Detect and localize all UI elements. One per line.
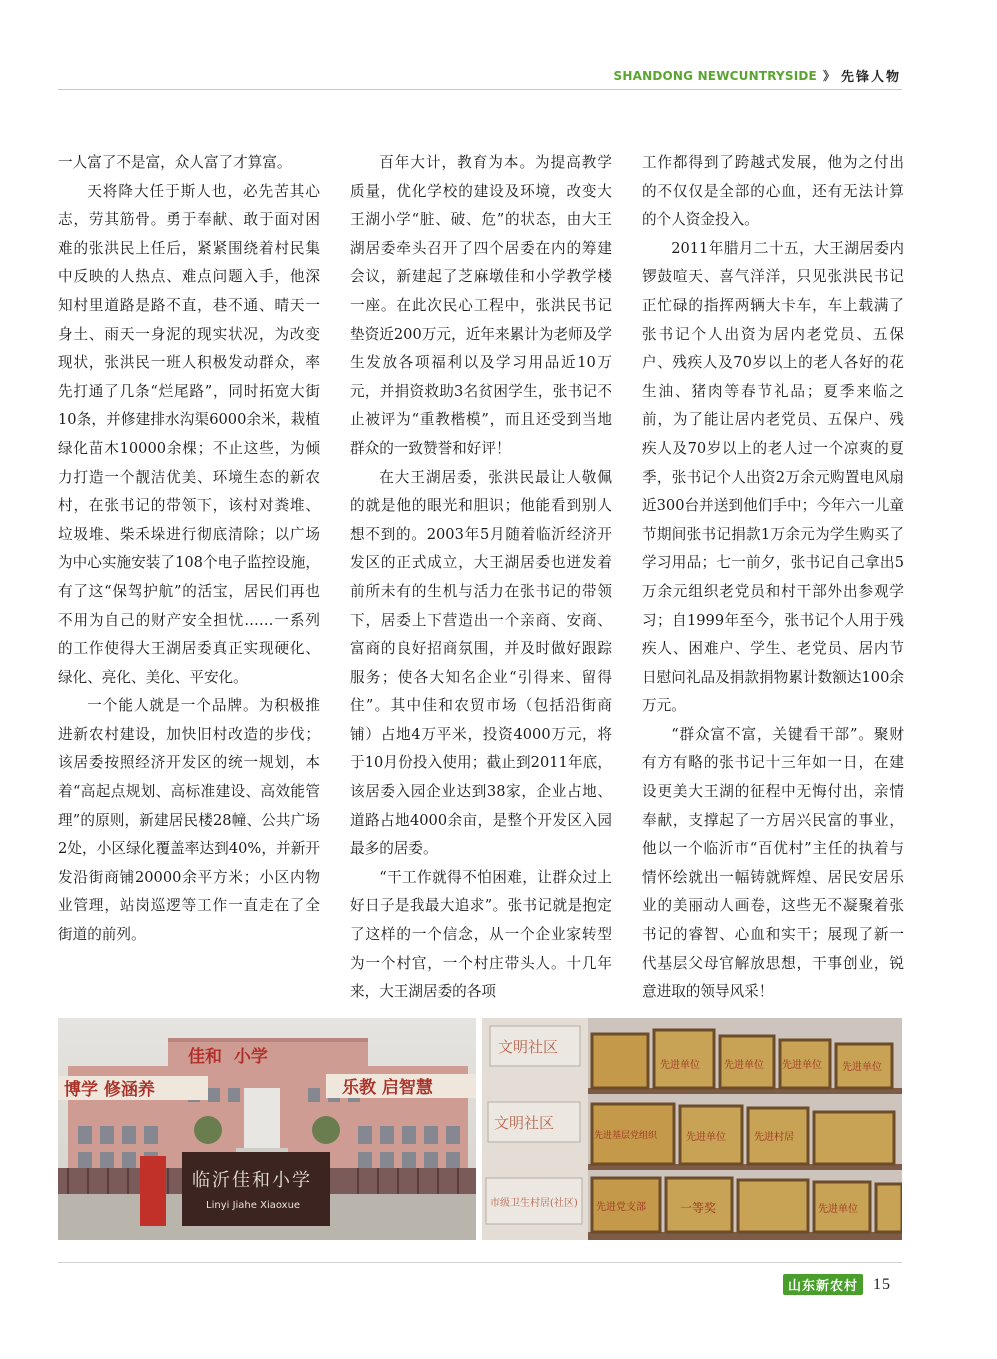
- awards-photo: [482, 1018, 902, 1240]
- plaque-english-text: Linyi Jiahe Xiaoxue: [206, 1200, 301, 1211]
- certificate-text: 先进单位: [660, 1060, 700, 1071]
- running-header: [614, 66, 901, 85]
- certificate-row-2: [592, 1104, 894, 1164]
- header-divider: [58, 89, 902, 90]
- wall-plaque-2-text: 文明社区: [494, 1114, 555, 1132]
- certificate-text: 先进单位: [724, 1060, 764, 1071]
- article-column-3: [642, 149, 904, 1007]
- article-column-2: [350, 149, 612, 1007]
- certificate-text: 先进单位: [686, 1132, 726, 1143]
- certificate-text: 先进单位: [782, 1060, 822, 1071]
- paragraph: 一个能人就是一个品牌。为积极推进新农村建设，加快旧村改造的步伐；该居委按照经济开发区的统一规划，本着“高起点规划、高标准建设、高效能管理”的原则，新建居民楼28幢、公共广场2处，小区绿化覆盖率达到40%，并新开发沿街商铺20000余平方米；小区内物业管理，站岗巡逻等工作一直走在了全街道的前列。: [58, 697, 320, 944]
- certificate-text: 先进党支部: [596, 1202, 646, 1213]
- certificate-row-3: [592, 1178, 902, 1232]
- header-separator: 》: [822, 69, 835, 83]
- banner-right-text: 乐教 启智慧: [342, 1078, 433, 1098]
- paragraph: 2011年腊月二十五，大王湖居委内锣鼓喧天、喜气洋洋，只见张洪民书记正忙碌的指挥两辆大卡车，车上载满了张书记个人出资为居内老党员、五保户、残疾人及70岁以上的老人各好的花生油、猪肉等春节礼品；夏季来临之前，为了能让居内老党员、五保户、残疾人及70岁以上的老人过一个凉爽的夏季，张书记个人出资2万余元购置电风扇近300台并送到他们手中；今年六一儿童节期间张书记捐款1万余元为学生购买了学习用品；七一前夕，张书记自己拿出5万余元组织老党员和村干部外出参观学习；自1999年至今，张书记个人用于残疾人、困难户、学生、老党员、居内节日慰问礼品及捐款捐物累计数额达100余万元。: [642, 239, 904, 715]
- magazine-logo: 山东新农村: [783, 1274, 863, 1295]
- school-photo: [58, 1018, 476, 1240]
- article-column-1: [58, 149, 320, 950]
- footer-divider: [58, 1262, 902, 1263]
- paragraph: “干工作就得不怕困难，让群众过上好日子是我最大追求”。张书记就是抱定了这样的一个信念，从一个企业家转型为一个村官，一个村庄带头人。十几年来，大王湖居委的各项: [350, 868, 612, 1001]
- wall-plaque-1-text: 文明社区: [498, 1038, 559, 1056]
- plaque-chinese-text: 临沂佳和小学: [192, 1170, 312, 1191]
- building-sign-text: 佳和 小学: [188, 1047, 268, 1067]
- paragraph: 一人富了不是富，众人富了才算富。: [58, 154, 292, 171]
- certificate-text: 先进基层党组织: [594, 1131, 658, 1141]
- wall-plaque-3-text: 市级卫生村居(社区): [490, 1198, 578, 1209]
- banner-left-text: 博学 修涵养: [64, 1080, 155, 1100]
- page-footer: [783, 1274, 891, 1295]
- section-title: 先锋人物: [840, 70, 901, 85]
- page-number: 15: [873, 1275, 891, 1293]
- certificate-text: 一等奖: [680, 1201, 717, 1215]
- paragraph: 天将降大任于斯人也，必先苦其心志，劳其筋骨。勇于奉献、敢于面对困难的张洪民上任后，紧紧围绕着村民集中反映的人热点、难点问题入手，他深知村里道路是路不直，巷不通、晴天一身土、雨天一身泥的现实状况，为改变现状，张洪民一班人积极发动群众，率先打通了几条“烂尾路”，同时拓宽大街10条，并修建排水沟渠6000余米，栽植绿化苗木10000余棵；不止这些，为倾力打造一个靓洁优美、环境生态的新农村，在张书记的带领下，该村对粪堆、垃圾堆、柴禾垛进行彻底清除；以广场为中心实施安装了108个电子监控设施，有了这“保驾护航”的活宝，居民们再也不用为自己的财产安全担忧……一系列的工作使得大王湖居委真正实现硬化、绿化、亮化、美化、平安化。: [58, 182, 320, 686]
- magazine-english-title: SHANDONG NEWCUNTRYSIDE: [613, 68, 817, 83]
- certificate-text: 先进村居: [754, 1132, 794, 1143]
- certificate-text: 先进单位: [842, 1062, 882, 1073]
- paragraph: 工作都得到了跨越式发展，他为之付出的不仅仅是全部的心血，还有无法计算的个人资金投入。: [642, 154, 904, 229]
- certificate-text: 先进单位: [818, 1204, 858, 1215]
- paragraph: 百年大计，教育为本。为提高教学质量，优化学校的建设及环境，改变大王湖小学“脏、破、危”的状态，由大王湖居委牵头召开了四个居委在内的筹建会议，新建起了芝麻墩佳和小学教学楼一座。在此次民心工程中，张洪民书记垫资近200万元，近年来累计为老师及学生发放各项福利以及学习用品近10万元，并捐资救助3名贫困学生，张书记不止被评为“重教楷模”，而且还受到当地群众的一致赞誉和好评！: [350, 154, 612, 457]
- paragraph: 在大王湖居委，张洪民最让人敬佩的就是他的眼光和胆识；他能看到别人想不到的。2003年5月随着临沂经济开发区的正式成立，大王湖居委也迸发着前所未有的生机与活力在张书记的带领下，居委上下营造出一个亲商、安商、富商的良好招商氛围，并及时做好跟踪服务；使各大知名企业“引得来、留得住”。其中佳和农贸市场（包括沿街商铺）占地4万平米，投资4000万元，将于10月份投入使用；截止到2011年底，该居委入园企业达到38家，企业占地、道路占地4000余亩，是整个开发区入园最多的居委。: [350, 468, 612, 858]
- paragraph: “群众富不富，关键看干部”。聚财有方有略的张书记十三年如一日，在建设更美大王湖的征程中无悔付出，亲情奉献，支撑起了一方居兴民富的事业，他以一个临沂市“百优村”主任的执着与情怀绘就出一幅铸就辉煌、居民安居乐业的美丽动人画卷，这些无不凝聚着张书记的睿智、心血和实干；展现了新一代基层父母官解放思想，干事创业，锐意进取的领导风采！: [642, 725, 904, 1001]
